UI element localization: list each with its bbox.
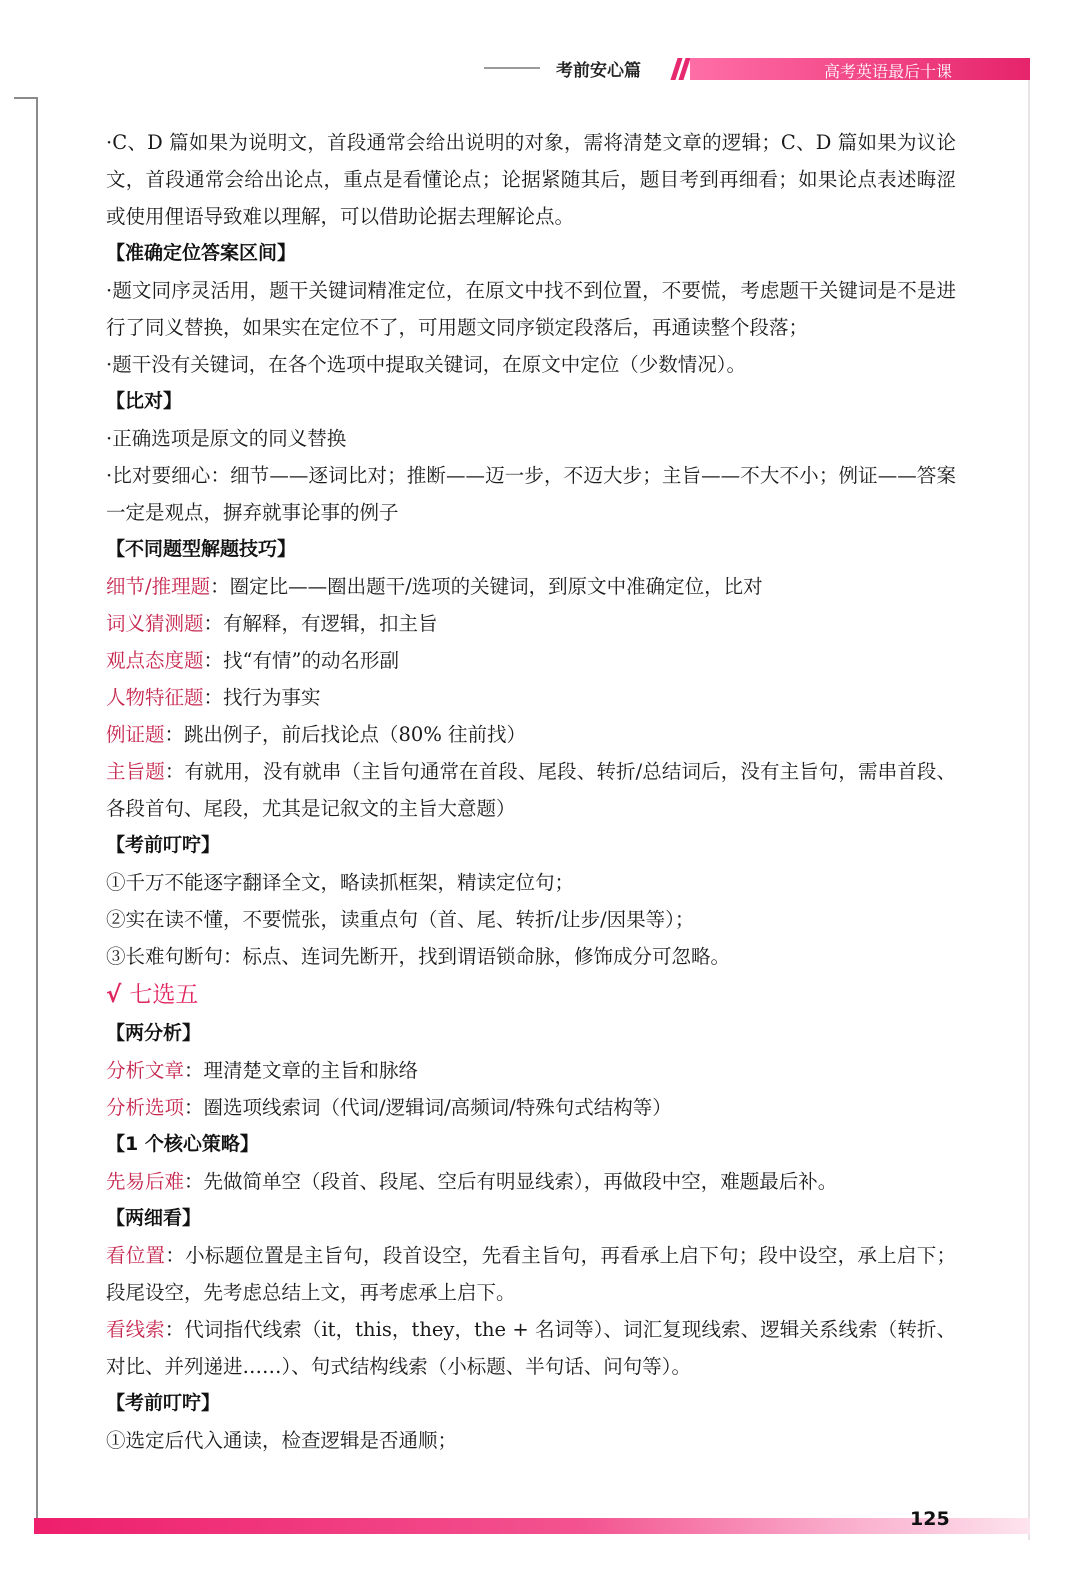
- technique-description: ：有解释，有逻辑，扣主旨: [203, 612, 438, 635]
- page-content: [106, 124, 956, 1459]
- tip-item: ①选定后代入通读，检查逻辑是否通顺；: [106, 1429, 458, 1452]
- paragraph: ·题文同序灵活用，题干关键词精准定位，在原文中找不到位置，不要慌，考虑题干关键词是不是进行了同义替换，如果实在定位不了，可用题文同序锁定段落后，再通读整个段落；: [106, 279, 956, 339]
- technique-term: 人物特征题: [106, 686, 204, 709]
- technique-term: 先易后难: [106, 1170, 185, 1193]
- technique-term: 分析选项: [106, 1096, 185, 1119]
- page-right-edge: [1028, 80, 1030, 1540]
- technique-description: ：理清楚文章的主旨和脉络: [184, 1059, 419, 1082]
- tip-item: ①千万不能逐字翻译全文，略读抓框架，精读定位句；: [106, 871, 575, 894]
- header-series-banner: [690, 58, 1030, 80]
- technique-description: ：先做简单空（段首、段尾、空后有明显线索），再做段中空，难题最后补。: [184, 1170, 838, 1193]
- technique-term: 细节/推理题: [106, 575, 211, 598]
- technique-term: 看线索: [106, 1318, 165, 1341]
- technique-term: 观点态度题: [106, 649, 204, 672]
- section-heading: 【准确定位答案区间】: [106, 242, 297, 264]
- header-series-title: 高考英语最后十课: [823, 62, 952, 81]
- left-margin-tab: [14, 97, 38, 99]
- section-heading: 【考前叮咛】: [106, 834, 221, 856]
- header-section-title: 考前安心篇: [556, 61, 641, 81]
- header-rule: [484, 67, 540, 69]
- technique-item: [106, 1237, 956, 1311]
- section-heading: 【考前叮咛】: [106, 1392, 221, 1414]
- chapter-title-text: 七选五: [129, 982, 199, 1008]
- paragraph: ·正确选项是原文的同义替换: [106, 427, 347, 450]
- technique-term: 主旨题: [106, 760, 165, 783]
- section-heading: 【1 个核心策略】: [106, 1133, 259, 1155]
- technique-item: [106, 1052, 956, 1089]
- technique-description: ：找“有情”的动名形副: [203, 649, 399, 672]
- section-heading: 【两细看】: [106, 1207, 202, 1229]
- page-header: [0, 52, 1080, 86]
- section-heading: 【两分析】: [106, 1022, 202, 1044]
- section-heading: 【不同题型解题技巧】: [106, 538, 297, 560]
- section-heading: 【比对】: [106, 390, 183, 412]
- technique-item: [106, 1163, 956, 1200]
- technique-description: ：小标题位置是主旨句，段首设空，先看主旨句，再看承上启下句；段中设空，承上启下；段尾设空，先考虑总结上文，再考虑承上启下。: [106, 1244, 956, 1304]
- paragraph: ·C、D 篇如果为说明文，首段通常会给出说明的对象，需将清楚文章的逻辑；C、D 篇如果为议论文，首段通常会给出论点，重点是看懂论点；论据紧随其后，题目考到再细看；如果论点表述晦涩或使用俚语导致难以理解，可以借助论据去理解论点。: [106, 131, 956, 228]
- technique-item: [106, 642, 956, 679]
- technique-item: [106, 679, 956, 716]
- technique-description: ：找行为事实: [203, 686, 321, 709]
- left-margin-rule: [36, 98, 38, 1518]
- technique-item: [106, 605, 956, 642]
- technique-term: 词义猜测题: [106, 612, 204, 635]
- footer-bar: [34, 1518, 1030, 1534]
- technique-term: 例证题: [106, 723, 165, 746]
- technique-description: ：跳出例子，前后找论点（80% 往前找）: [164, 723, 527, 746]
- technique-description: ：有就用，没有就串（主旨句通常在首段、尾段、转折/总结词后，没有主旨句，需串首段、各段首句、尾段，尤其是记叙文的主旨大意题）: [106, 760, 956, 820]
- paragraph: ·比对要细心：细节——逐词比对；推断——迈一步，不迈大步；主旨——不大不小；例证——答案一定是观点，摒弃就事论事的例子: [106, 464, 956, 524]
- technique-item: [106, 1311, 956, 1385]
- technique-term: 分析文章: [106, 1059, 185, 1082]
- technique-item: [106, 753, 956, 827]
- technique-description: ：圈定比——圈出题干/选项的关键词，到原文中准确定位，比对: [210, 575, 763, 598]
- technique-item: [106, 716, 956, 753]
- page-number: 125: [910, 1508, 950, 1530]
- check-icon: √: [106, 982, 122, 1008]
- technique-item: [106, 1089, 956, 1126]
- tip-item: ②实在读不懂，不要慌张，读重点句（首、尾、转折/让步/因果等）；: [106, 908, 695, 931]
- tip-item: ③长难句断句：标点、连词先断开，找到谓语锁命脉，修饰成分可忽略。: [106, 945, 731, 968]
- chapter-title: [106, 975, 956, 1015]
- technique-description: ：圈选项线索词（代词/逻辑词/高频词/特殊句式结构等）: [184, 1096, 672, 1119]
- technique-item: [106, 568, 956, 605]
- technique-description: ：代词指代线索（it，this，they，the + 名词等）、词汇复现线索、逻辑关系线索（转折、对比、并列递进……）、句式结构线索（小标题、半句话、问句等）。: [106, 1318, 956, 1378]
- paragraph: ·题干没有关键词，在各个选项中提取关键词，在原文中定位（少数情况）。: [106, 353, 746, 376]
- technique-term: 看位置: [106, 1244, 166, 1267]
